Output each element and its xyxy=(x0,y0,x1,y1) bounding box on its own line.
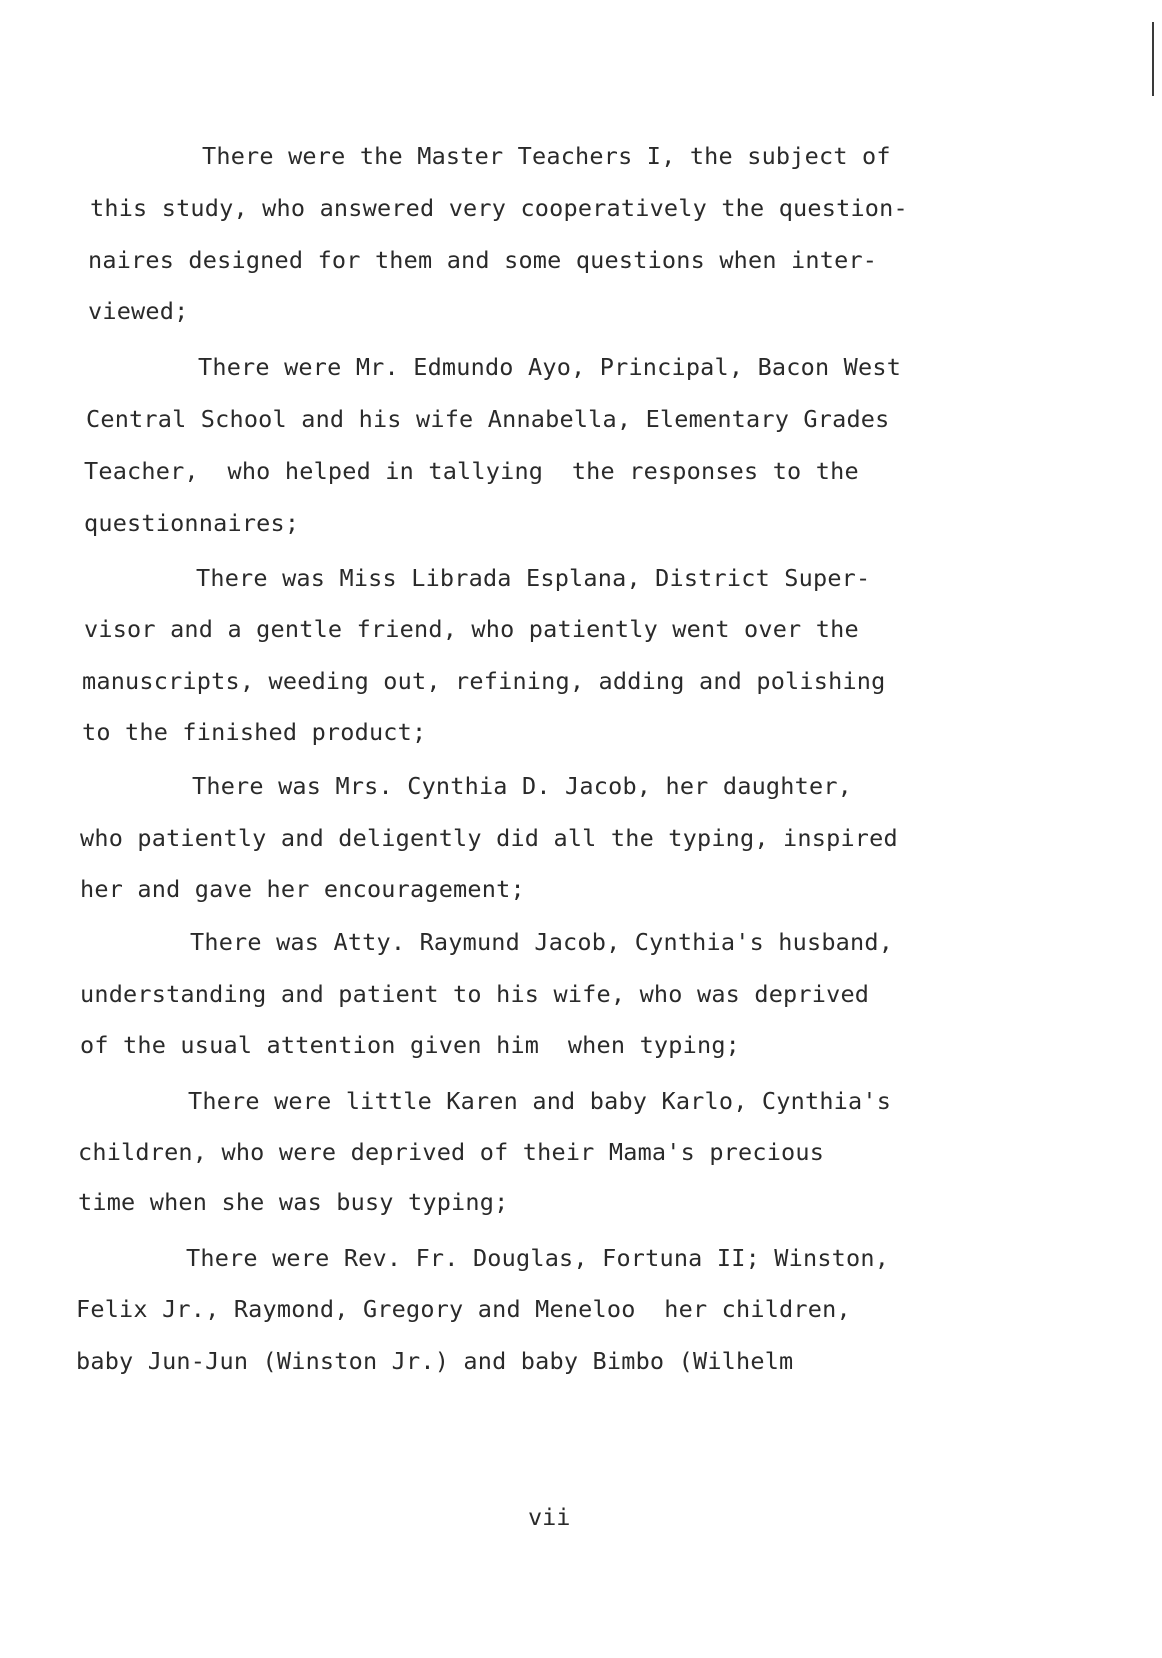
text-line: this study, who answered very cooperatively the question- xyxy=(90,194,908,222)
text-line: There were Mr. Edmundo Ayo, Principal, Bacon West xyxy=(198,353,902,381)
text-line: viewed; xyxy=(88,297,189,325)
text-line: Felix Jr., Raymond, Gregory and Meneloo her children, xyxy=(76,1295,851,1323)
text-line: There was Mrs. Cynthia D. Jacob, her daughter, xyxy=(192,772,853,800)
text-line: to the finished product; xyxy=(82,718,427,746)
text-line: who patiently and deligently did all the typing, inspired xyxy=(80,824,898,852)
text-line: children, who were deprived of their Mama's precious xyxy=(78,1138,825,1166)
text-line: There were Rev. Fr. Douglas, Fortuna II; Winston, xyxy=(186,1244,890,1272)
text-line: There were the Master Teachers I, the subject of xyxy=(202,142,891,170)
text-line: time when she was busy typing; xyxy=(78,1188,509,1216)
text-line: visor and a gentle friend, who patiently went over the xyxy=(84,615,859,643)
page-edge-mark xyxy=(1152,22,1154,96)
text-line: naires designed for them and some questions when inter- xyxy=(88,246,878,274)
text-line: baby Jun-Jun (Winston Jr.) and baby Bimbo (Wilhelm xyxy=(76,1347,794,1375)
text-line: of the usual attention given him when typing; xyxy=(80,1031,741,1059)
text-line: understanding and patient to his wife, who was deprived xyxy=(80,980,870,1008)
text-line: Teacher, who helped in tallying the responses to the xyxy=(84,457,859,485)
text-line: questionnaires; xyxy=(84,509,300,537)
text-line: Central School and his wife Annabella, Elementary Grades xyxy=(86,405,890,433)
text-line: There was Miss Librada Esplana, District Super- xyxy=(196,564,871,592)
text-line: There were little Karen and baby Karlo, Cynthia's xyxy=(188,1087,892,1115)
page-number: vii xyxy=(528,1503,571,1531)
text-line: manuscripts, weeding out, refining, adding and polishing xyxy=(82,667,886,695)
text-line: There was Atty. Raymund Jacob, Cynthia's husband, xyxy=(190,928,894,956)
text-line: her and gave her encouragement; xyxy=(80,875,525,903)
